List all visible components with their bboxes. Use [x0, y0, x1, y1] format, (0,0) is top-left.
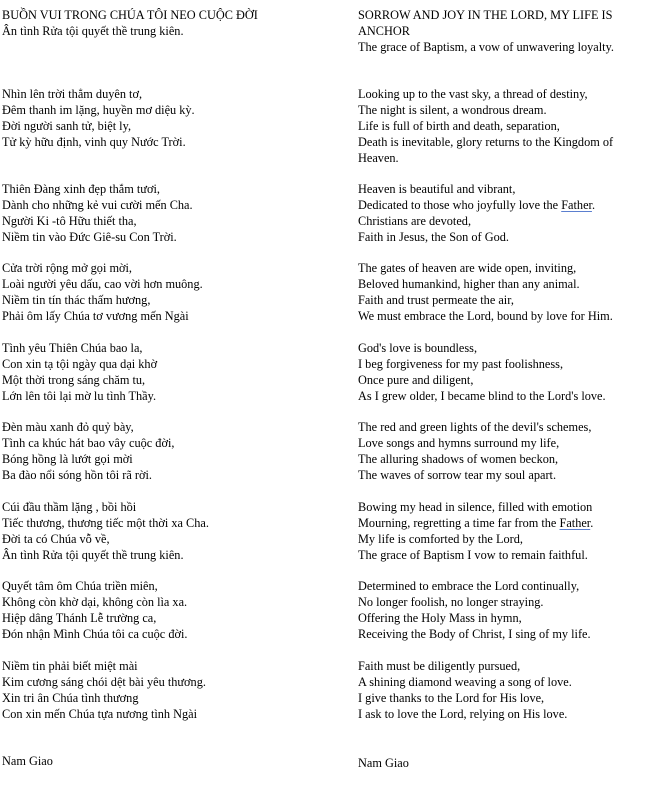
- en-line: As I grew older, I became blind to the Lord's love.: [358, 388, 606, 403]
- en-line: Receiving the Body of Christ, I sing of my life.: [358, 626, 591, 641]
- en-line: Death is inevitable, glory returns to the Kingdom of: [358, 134, 614, 149]
- en-title-line-2: ANCHOR: [358, 23, 410, 38]
- en-author: [358, 756, 409, 772]
- en-stanza-5: [358, 420, 591, 484]
- vn-line: Ba đào nổi sóng hồn tôi rã rời.: [2, 467, 152, 482]
- en-line: Heaven is beautiful and vibrant,: [358, 182, 516, 196]
- father-word: Father: [559, 515, 591, 530]
- vn-line: Xin tri ân Chúa tình thương: [2, 690, 139, 705]
- en-header: [358, 8, 614, 56]
- vn-line: Người Ki -tô Hữu thiết tha,: [2, 213, 137, 228]
- en-line: Faith in Jesus, the Son of God.: [358, 229, 509, 244]
- vn-line: Đời ta có Chúa vỗ về,: [2, 531, 110, 546]
- en-line: The night is silent, a wondrous dream.: [358, 102, 547, 117]
- en-line: Looking up to the vast sky, a thread of destiny,: [358, 87, 588, 101]
- en-line: The alluring shadows of women beckon,: [358, 451, 559, 466]
- vn-title: BUỒN VUI TRONG CHÚA TÔI NEO CUỘC ĐỜI: [2, 8, 258, 22]
- vn-subtitle: Ân tình Rửa tội quyết thề trung kiên.: [2, 23, 184, 38]
- en-line: I ask to love the Lord, relying on His love.: [358, 706, 568, 721]
- vn-stanza-3: [2, 261, 203, 325]
- en-line-text: Dedicated to those who joyfully love the: [358, 197, 562, 212]
- en-author-name: Nam Giao: [358, 756, 409, 770]
- vn-line: Bóng hồng là lướt gọi mời: [2, 451, 133, 466]
- en-line: Heaven.: [358, 150, 399, 165]
- vn-stanza-4: [2, 341, 157, 405]
- father-word: Father: [561, 197, 592, 212]
- vn-line: Đêm thanh im lặng, huyền mơ diệu kỳ.: [2, 102, 195, 117]
- vn-stanza-8: [2, 659, 206, 723]
- en-stanza-7: [358, 579, 591, 643]
- vn-line: Loài người yêu dấu, cao vời hơn muông.: [2, 276, 203, 291]
- en-line: We must embrace the Lord, bound by love for Him.: [358, 308, 613, 323]
- en-stanza-6: [358, 500, 593, 564]
- vn-stanza-2: [2, 182, 193, 246]
- en-line: My life is comforted by the Lord,: [358, 531, 523, 546]
- vn-line: Quyết tâm ôm Chúa triền miên,: [2, 579, 158, 593]
- vn-line: Ân tình Rửa tội quyết thề trung kiên.: [2, 547, 184, 562]
- en-line: Determined to embrace the Lord continually,: [358, 579, 580, 593]
- vn-line: Niềm tin phải biết miệt mài: [2, 659, 138, 673]
- vn-stanza-7: [2, 579, 187, 643]
- vn-stanza-5: [2, 420, 174, 484]
- en-line: Life is full of birth and death, separation,: [358, 118, 560, 133]
- vn-line: Kim cương sáng chói dệt bài yêu thương.: [2, 674, 206, 689]
- vn-stanza-1: [2, 87, 195, 151]
- vn-line: Hiệp dâng Thánh Lễ trường ca,: [2, 610, 157, 625]
- father-period: .: [591, 197, 596, 212]
- vn-line: Thiên Đàng xinh đẹp thắm tươi,: [2, 182, 160, 196]
- vn-line: Cửa trời rộng mở gọi mời,: [2, 261, 133, 275]
- en-line: Faith must be diligently pursued,: [358, 659, 521, 673]
- en-stanza-2: [358, 182, 595, 246]
- vn-header: [2, 8, 258, 40]
- en-subtitle: The grace of Baptism, a vow of unwavering loyalty.: [358, 39, 614, 54]
- en-line-text: Mourning, regretting a time far from the: [358, 515, 560, 530]
- en-line: I beg forgiveness for my past foolishness,: [358, 356, 564, 371]
- vn-line: Tình yêu Thiên Chúa bao la,: [2, 341, 143, 355]
- en-line: [358, 516, 593, 532]
- en-line: [358, 198, 595, 214]
- vn-line: Đón nhận Mình Chúa tôi ca cuộc đời.: [2, 626, 188, 641]
- vn-line: Cúi đầu thầm lặng , bồi hồi: [2, 500, 137, 514]
- vn-author: [2, 754, 53, 770]
- en-line: Offering the Holy Mass in hymn,: [358, 610, 522, 625]
- en-line: Once pure and diligent,: [358, 372, 474, 387]
- vn-line: Tình ca khúc hát bao vây cuộc đời,: [2, 435, 175, 450]
- vn-line: Con xin tạ tội ngày qua dại khờ: [2, 356, 158, 371]
- en-line: A shining diamond weaving a song of love.: [358, 674, 572, 689]
- en-line: The red and green lights of the devil's schemes,: [358, 420, 592, 434]
- en-line: Love songs and hymns surround my life,: [358, 435, 560, 450]
- vn-author-name: Nam Giao: [2, 754, 53, 768]
- vn-line: Niềm tin vào Đức Giê-su Con Trời.: [2, 229, 177, 244]
- en-line: Beloved humankind, higher than any animal.: [358, 276, 580, 291]
- vn-line: Niềm tin tín thác thấm hương,: [2, 292, 151, 307]
- en-stanza-4: [358, 341, 606, 405]
- en-line: The gates of heaven are wide open, inviting,: [358, 261, 577, 275]
- en-line: Christians are devoted,: [358, 213, 472, 228]
- vn-line: Dành cho những kẻ vui cười mến Cha.: [2, 197, 193, 212]
- en-line: No longer foolish, no longer straying.: [358, 594, 544, 609]
- vn-line: Đèn màu xanh đỏ quỷ bày,: [2, 420, 134, 434]
- en-stanza-3: [358, 261, 613, 325]
- vn-line: Một thời trong sáng chăm tu,: [2, 372, 146, 387]
- vn-line: Phải ôm lấy Chúa tơ vương mến Ngài: [2, 308, 189, 323]
- vn-line: Tử kỳ hữu định, vinh quy Nước Trời.: [2, 134, 186, 149]
- en-line: Faith and trust permeate the air,: [358, 292, 514, 307]
- en-line: The waves of sorrow tear my soul apart.: [358, 467, 557, 482]
- vn-line: Không còn khờ dại, không còn lìa xa.: [2, 594, 188, 609]
- vn-line: Nhìn lên trời thẳm duyên tơ,: [2, 87, 143, 101]
- vn-line: Lớn lên tôi lại mờ lu tình Thầy.: [2, 388, 157, 403]
- en-line: The grace of Baptism I vow to remain faithful.: [358, 547, 588, 562]
- vn-line: Con xin mến Chúa tựa nương tình Ngài: [2, 706, 198, 721]
- vn-line: Đời người sanh tử, biệt ly,: [2, 118, 132, 133]
- en-line: I give thanks to the Lord for His love,: [358, 690, 545, 705]
- en-line: Bowing my head in silence, filled with emotion: [358, 500, 593, 514]
- vn-stanza-6: [2, 500, 209, 564]
- father-period: .: [590, 515, 594, 530]
- en-line: God's love is boundless,: [358, 341, 478, 355]
- vn-line: Tiếc thương, thương tiếc một thời xa Cha.: [2, 515, 209, 530]
- en-stanza-1: [358, 87, 613, 166]
- en-title-line-1: SORROW AND JOY IN THE LORD, MY LIFE IS: [358, 8, 613, 22]
- en-stanza-8: [358, 659, 572, 723]
